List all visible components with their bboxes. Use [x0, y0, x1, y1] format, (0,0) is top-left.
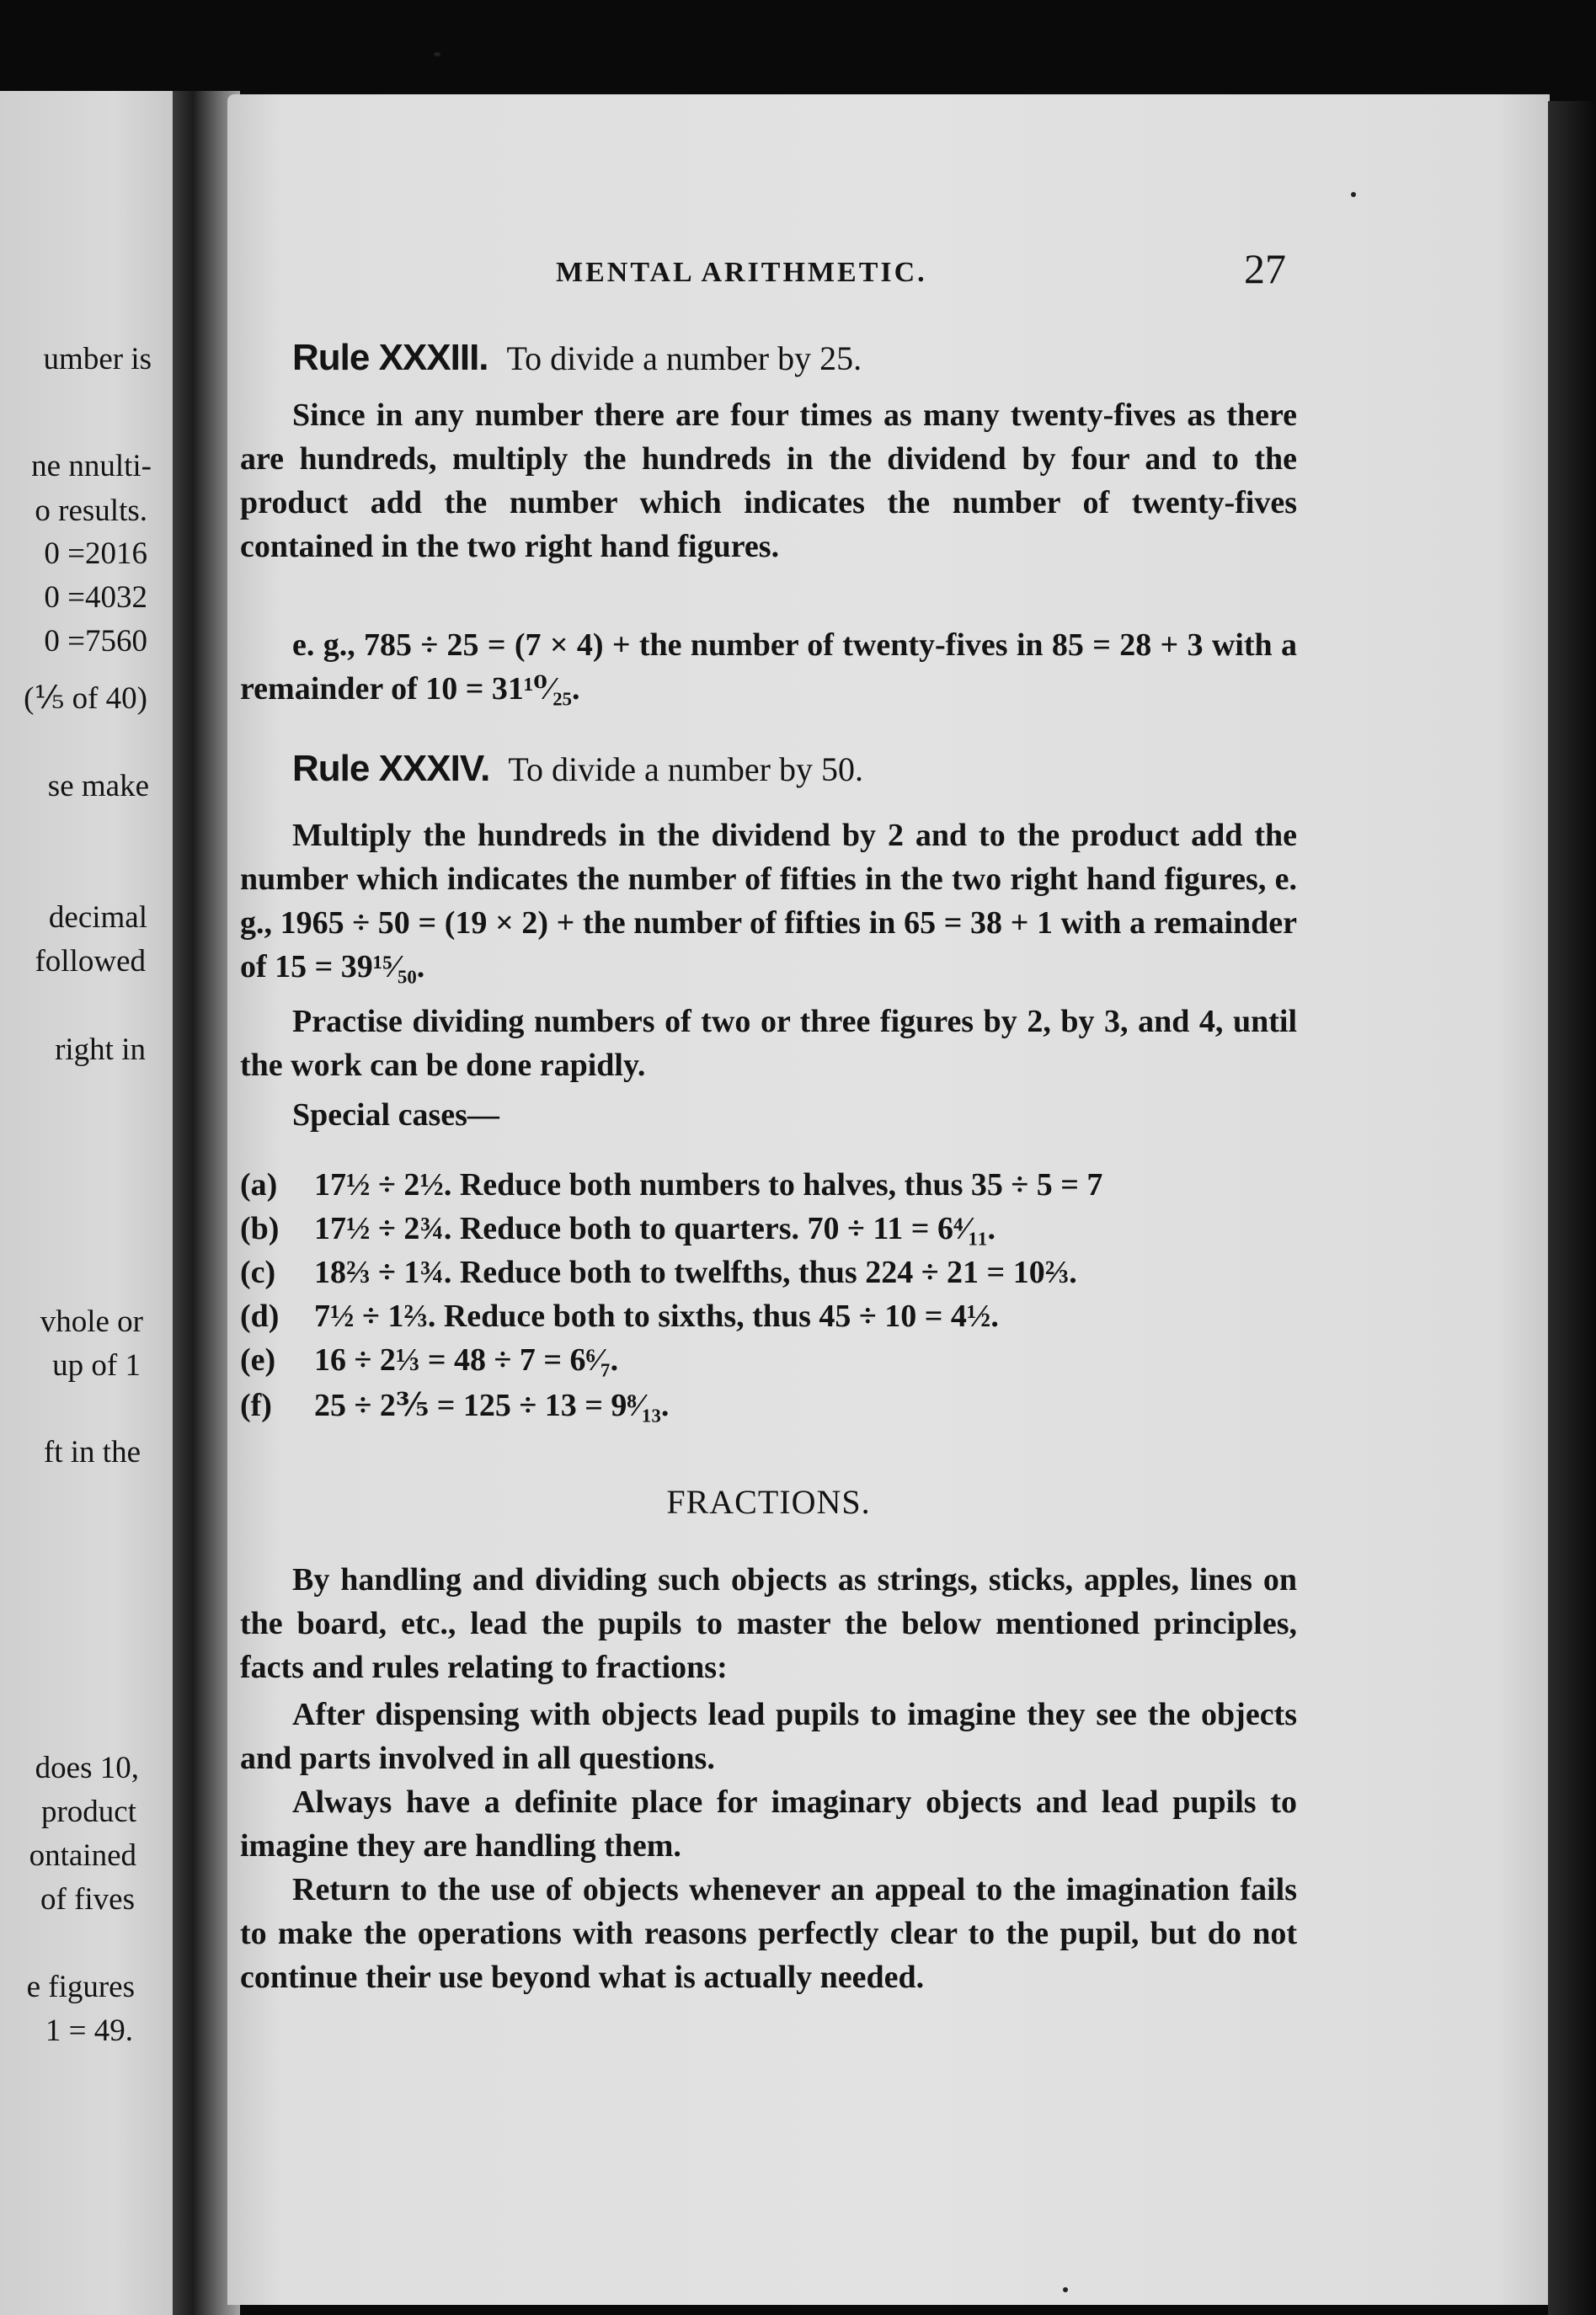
case-row — [240, 1385, 1301, 1424]
left-line: se make — [47, 769, 149, 803]
case-row — [240, 1166, 1301, 1203]
left-line: 1 = 49. — [45, 2014, 133, 2048]
case-row — [240, 1210, 1301, 1247]
section-heading-fractions: FRACTIONS. — [666, 1483, 871, 1521]
left-line: followed — [35, 944, 146, 979]
case-text: 17½ ÷ 2¾. Reduce both to quarters. 70 ÷ 11 = 6⁴⁄₁₁. — [314, 1211, 995, 1246]
left-line: vhole or — [40, 1304, 143, 1339]
case-text: 7½ ÷ 1⅔. Reduce both to sixths, thus 45 ÷ 10 = 4½. — [314, 1299, 999, 1334]
left-line: does 10, — [35, 1751, 139, 1785]
page-edge-shadow — [1548, 101, 1596, 2315]
left-line: umber is — [43, 342, 152, 376]
practice-paragraph: Practise dividing numbers of two or three figures by 2, by 3, and 4, until the work can be done rapidly. — [240, 1004, 1297, 1083]
left-line: up of 1 — [52, 1348, 141, 1383]
scan-speck — [434, 52, 440, 56]
rule-33-paragraph: Since in any number there are four times as many twenty-fives as there are hundreds, multiply the hundreds in the dividend by four and to the product add the number which indicates the number of twenty-fives contained in the two right hand figures. — [240, 397, 1297, 564]
running-head: MENTAL ARITHMETIC. — [556, 257, 927, 288]
left-line: e figures — [26, 1970, 135, 2004]
case-label: (b) — [240, 1211, 280, 1246]
left-line: 0 =7560 — [44, 624, 147, 659]
left-line: right in — [55, 1032, 146, 1067]
case-label: (e) — [240, 1342, 276, 1378]
left-line: ft in the — [43, 1435, 141, 1470]
left-line: ontained — [29, 1838, 136, 1873]
rule-description: To divide a number by 25. — [506, 339, 862, 377]
page-number: 27 — [1244, 245, 1286, 292]
left-line: of fives — [40, 1882, 135, 1917]
rule-title: Rule XXXIV. — [292, 748, 490, 789]
case-label: (a) — [240, 1167, 278, 1203]
case-label: (d) — [240, 1299, 280, 1334]
rule-33-heading — [292, 337, 862, 379]
left-line: (⅕ of 40) — [24, 681, 147, 716]
rule-description: To divide a number by 50. — [508, 750, 863, 788]
left-line: o results. — [35, 493, 147, 528]
case-text: 17½ ÷ 2½. Reduce both numbers to halves, thus 35 ÷ 5 = 7 — [314, 1167, 1103, 1203]
left-line: decimal — [48, 900, 147, 935]
left-line: 0 =4032 — [44, 580, 147, 615]
case-text: 18⅔ ÷ 1¾. Reduce both to twelfths, thus 224 ÷ 21 = 10⅔. — [314, 1255, 1077, 1290]
left-line: 0 =2016 — [44, 536, 147, 571]
fractions-paragraph: Return to the use of objects whenever an appeal to the imagination fails to make the operations with reasons perfectly clear to the pupil, but do not continue their use beyond what is actually needed. — [240, 1872, 1297, 1995]
case-text: 16 ÷ 2⅓ = 48 ÷ 7 = 6⁶⁄₇. — [314, 1342, 619, 1378]
case-row — [240, 1254, 1301, 1291]
fractions-paragraph: By handling and dividing such objects as strings, sticks, apples, lines on the board, etc., lead the pupils to master the below mentioned principles, facts and rules relating to fractions: — [240, 1562, 1297, 1685]
fractions-paragraph: Always have a definite place for imaginary objects and lead pupils to imagine they are handling them. — [240, 1784, 1297, 1864]
special-cases-label: Special cases— — [292, 1097, 499, 1133]
scan-speck — [1351, 192, 1356, 197]
case-row — [240, 1298, 1301, 1335]
rule-33-example: e. g., 785 ÷ 25 = (7 × 4) + the number of twenty-fives in 85 = 28 + 3 with a remainder of 10 = 31¹⁰⁄₂₅. — [240, 627, 1297, 707]
case-label: (f) — [240, 1388, 272, 1423]
rule-34-heading — [292, 748, 863, 790]
scan-speck — [1063, 2287, 1068, 2292]
rule-34-paragraph: Multiply the hundreds in the dividend by 2 and to the product add the number which indicates the number of fifties in the two right hand figures, e. g., 1965 ÷ 50 = (19 × 2) + the number of fifties in 65 = 38 + 1 with a remainder of 15 = 39¹⁵⁄₅₀. — [240, 818, 1297, 984]
case-row — [240, 1342, 1301, 1379]
left-line: ne nnulti- — [31, 449, 152, 483]
fractions-paragraph: After dispensing with objects lead pupils to imagine they see the objects and parts involved in all questions. — [240, 1697, 1297, 1776]
case-label: (c) — [240, 1255, 276, 1290]
case-text: 25 ÷ 2⅗ = 125 ÷ 13 = 9⁸⁄₁₃. — [314, 1388, 670, 1423]
left-line: product — [40, 1795, 136, 1829]
rule-title: Rule XXXIII. — [292, 337, 488, 378]
